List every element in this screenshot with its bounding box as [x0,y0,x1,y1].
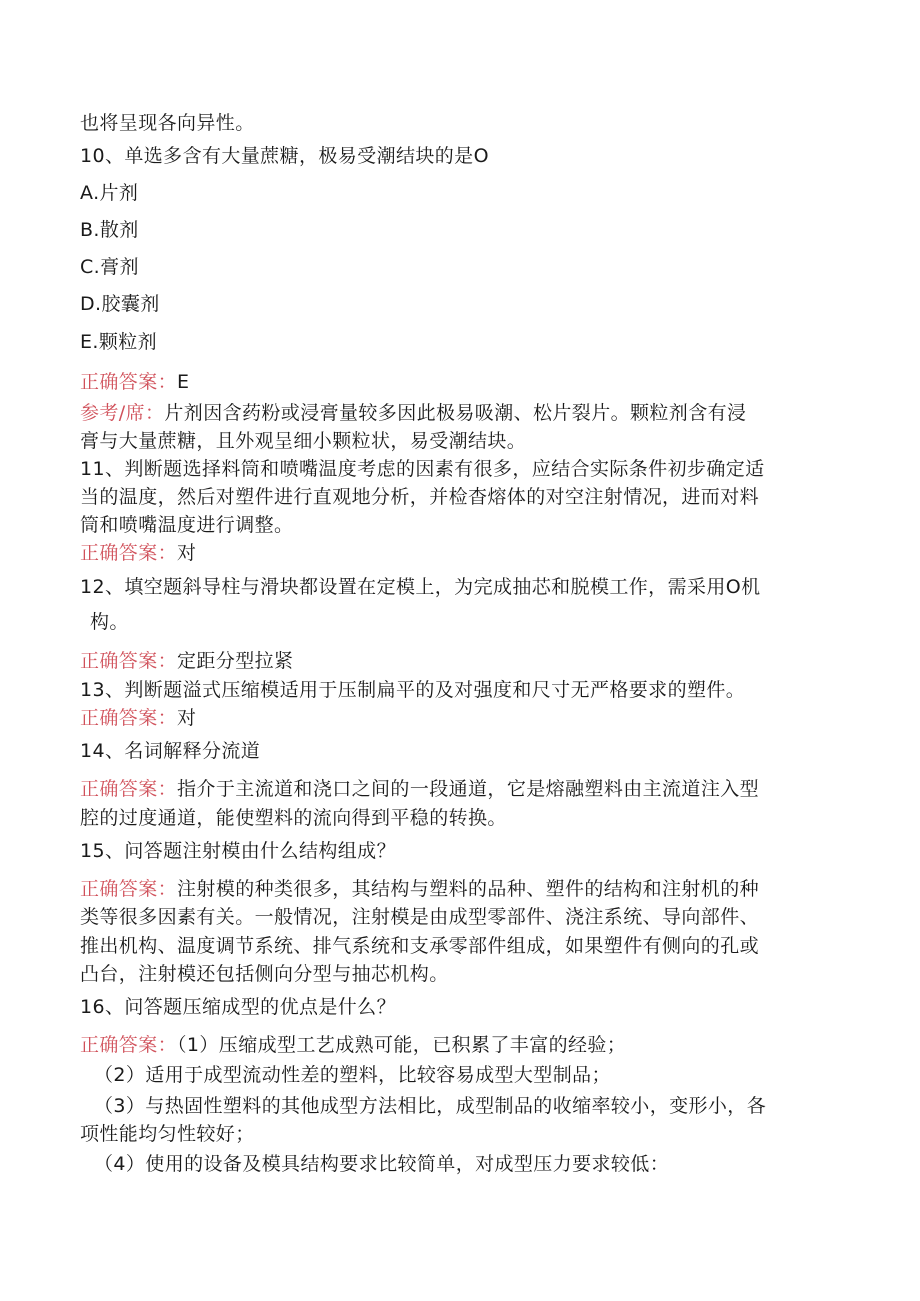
question-16: 16、问答题压缩成型的优点是什么？ [80,996,396,1018]
text-line: （4）使用的设备及模具结构要求比较简单，对成型压力要求较低： [94,1153,670,1175]
text-line: （2）适用于成型流动性差的塑料，比较容易成型大型制品； [94,1064,611,1086]
answer-value: （1）压缩成型工艺成熟可能，已积累了丰富的经验； [177,1034,627,1056]
question-13: 13、判断题溢式压缩模适用于压制扁平的及对强度和尺寸无严格要求的塑件。 [80,679,746,701]
answer-line [80,705,196,731]
text-line: 类等很多因素有关。一般情况，注射模是由成型零部件、浇注系统、导向部件、 [80,906,760,928]
answer-value: E [177,371,190,393]
text-line: 构。 [90,611,129,633]
text-line: 腔的过度通道，能使塑料的流向得到平稳的转换。 [80,807,507,829]
answer-label: 正确答案： [80,778,178,800]
text-line: 项性能均匀性较好； [80,1123,255,1145]
answer-value: 注射模的种类很多，其结构与塑料的品种、塑件的结构和注射机的种 [177,878,760,900]
option-a: A.片剂 [80,182,139,204]
reference-text: 片剂因含药粉或浸膏量较多因此极易吸潮、松片裂片。颗粒剂含有浸 [164,402,747,424]
text-line: 当的温度，然后对塑件进行直观地分析，并检杳熔体的对空注射情况，进而对料 [80,486,760,508]
answer-value: 定距分型拉紧 [177,650,294,672]
reference-label: 参考/席： [80,402,165,424]
answer-line [80,776,759,802]
answer-line [80,540,196,566]
answer-value: 对 [177,542,197,564]
answer-value: 指介于主流道和浇口之间的一段通道，它是熔融塑料由主流道注入型 [177,778,760,800]
answer-label: 正确答案： [80,371,178,393]
text-line: 筒和喷嘴温度进行调整。 [80,514,294,536]
answer-label: 正确答案： [80,1034,178,1056]
answer-label: 正确答案： [80,707,178,729]
question-15: 15、问答题注射模由什么结构组成？ [80,840,396,862]
answer-line [80,1032,626,1058]
text-line: 膏与大量蔗糖，且外观呈细小颗粒状，易受潮结块。 [80,430,527,452]
question-12: 12、填空题斜导柱与滑块都设置在定模上，为完成抽芯和脱模工作，需采用O机 [80,576,761,598]
answer-line [80,648,293,674]
answer-label: 正确答案： [80,542,178,564]
answer-line [80,876,759,902]
answer-label: 正确答案： [80,650,178,672]
answer-line [80,369,189,395]
answer-value: 对 [177,707,197,729]
question-14: 14、名词解释分流道 [80,740,261,762]
text-line: （3）与热固性塑料的其他成型方法相比，成型制品的收缩率较小，变形小，各 [94,1095,767,1117]
text-line: 推出机构、温度调节系统、排气系统和支承零部件组成，如果塑件有侧向的孔或 [80,935,760,957]
question-10: 10、单选多含有大量蔗糖，极易受潮结块的是O [80,145,489,167]
reference-line [80,400,746,426]
option-d: D.胶囊剂 [80,293,160,315]
text-line: 也将呈现各向异性。 [80,112,255,134]
option-b: B.散剂 [80,219,139,241]
answer-label: 正确答案： [80,878,178,900]
option-e: E.颗粒剂 [80,331,158,353]
question-11: 11、判断题选择料筒和喷嘴温度考虑的因素有很多，应结合实际条件初步确定适 [80,458,765,480]
text-line: 凸台，注射模还包括侧向分型与抽芯机构。 [80,963,449,985]
option-c: C.膏剂 [80,256,139,278]
